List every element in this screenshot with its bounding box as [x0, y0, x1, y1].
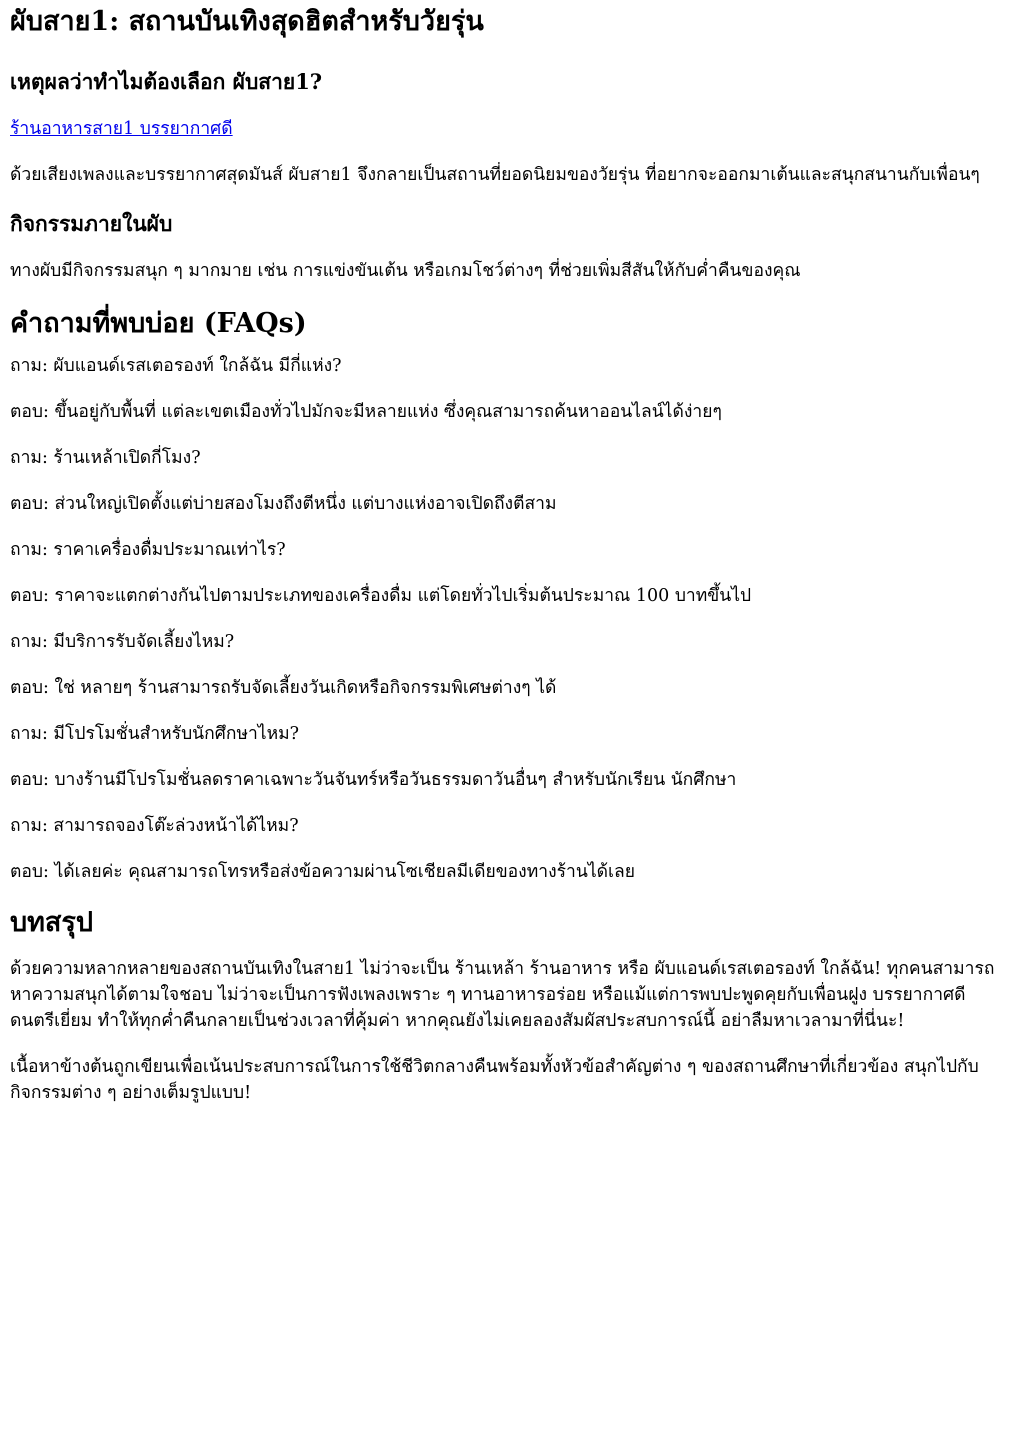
- faq-question: ถาม: ผับแอนด์เรสเตอรองท์ ใกล้ฉัน มีกี่แห่ง?: [10, 356, 342, 377]
- why-choose-heading: เหตุผลว่าทำไมต้องเลือก ผับสาย1?: [10, 69, 323, 94]
- activities-paragraph: ทางผับมีกิจกรรมสนุก ๆ มากมาย เช่น การแข่งขันเต้น หรือเกมโชว์ต่างๆ ที่ช่วยเพิ่มสีสันให้กับค่ำคืนของคุณ: [10, 261, 801, 281]
- activities-heading: กิจกรรมภายในผับ: [10, 211, 173, 236]
- faq-heading: คำถามที่พบบ่อย (FAQs): [10, 308, 307, 339]
- faq-question: ถาม: มีโปรโมชั่นสำหรับนักศึกษาไหม?: [10, 724, 300, 745]
- page-title: ผับสาย1: สถานบันเทิงสุดฮิตสำหรับวัยรุ่น: [10, 6, 484, 37]
- summary-paragraph: ด้วยความหลากหลายของสถานบันเทิงในสาย1 ไม่ว่าจะเป็น ร้านเหล้า ร้านอาหาร หรือ ผับแอนด์เรสเตอรองท์ ใกล้ฉัน! ทุกคนสามารถหาความสนุกได้ตามใจชอบ ไม่ว่าจะเป็นการฟังเพลงเพราะ ๆ ทานอาหารอร่อย หรือแม้แต่การพบปะพูดคุยกับเพื่อนฝูง บรรยากาศดี ดนตรีเยี่ยม ทำให้ทุกค่ำคืนกลายเป็นช่วงเวลาที่คุ้มค่า หากคุณยังไม่เคยลองสัมผัสประสบการณ์นี้ อย่าลืมหาเวลามาที่นี่นะ!: [10, 959, 995, 1032]
- link-row: [10, 116, 1014, 142]
- faq-answer: ตอบ: ได้เลยค่ะ คุณสามารถโทรหรือส่งข้อความผ่านโซเชียลมีเดียของทางร้านได้เลย: [10, 862, 635, 883]
- summary-heading: บทสรุป: [10, 907, 94, 939]
- faq-answer: ตอบ: ใช่ หลายๆ ร้านสามารถรับจัดเลี้ยงวันเกิดหรือกิจกรรมพิเศษต่างๆ ได้: [10, 678, 557, 699]
- restaurant-link[interactable]: ร้านอาหารสาย1 บรรยากาศดี: [10, 119, 233, 139]
- faq-question: ถาม: มีบริการรับจัดเลี้ยงไหม?: [10, 632, 235, 653]
- summary-paragraph: เนื้อหาข้างต้นถูกเขียนเพื่อเน้นประสบการณ์ในการใช้ชีวิตกลางคืนพร้อมทั้งหัวข้อสำคัญต่าง ๆ ของสถานศึกษาที่เกี่ยวข้อง สนุกไปกับกิจกรรมต่าง ๆ อย่างเต็มรูปแบบ!: [10, 1057, 979, 1104]
- faq-answer: ตอบ: ราคาจะแตกต่างกันไปตามประเภทของเครื่องดื่ม แต่โดยทั่วไปเริ่มต้นประมาณ 100 บาทขึ้นไป: [10, 586, 752, 607]
- faq-answer: ตอบ: บางร้านมีโปรโมชั่นลดราคาเฉพาะวันจันทร์หรือวันธรรมดาวันอื่นๆ สำหรับนักเรียน นักศึกษา: [10, 770, 737, 791]
- article-body: [10, 0, 1014, 1106]
- intro-paragraph: ด้วยเสียงเพลงและบรรยากาศสุดมันส์ ผับสาย1 จึงกลายเป็นสถานที่ยอดนิยมของวัยรุ่น ที่อยากจะออกมาเต้นและสนุกสนานกับเพื่อนๆ: [10, 165, 980, 185]
- faq-answer: ตอบ: ส่วนใหญ่เปิดตั้งแต่บ่ายสองโมงถึงตีหนึ่ง แต่บางแห่งอาจเปิดถึงตีสาม: [10, 494, 557, 515]
- faq-question: ถาม: ร้านเหล้าเปิดกี่โมง?: [10, 448, 201, 469]
- faq-question: ถาม: สามารถจองโต๊ะล่วงหน้าได้ไหม?: [10, 816, 299, 837]
- summary-section: [10, 956, 1014, 1106]
- faq-question: ถาม: ราคาเครื่องดื่มประมาณเท่าไร?: [10, 540, 286, 561]
- faq-answer: ตอบ: ขึ้นอยู่กับพื้นที่ แต่ละเขตเมืองทั่วไปมักจะมีหลายแห่ง ซึ่งคุณสามารถค้นหาออนไลน์ได้ง่ายๆ: [10, 402, 722, 423]
- faq-list: [10, 353, 1014, 885]
